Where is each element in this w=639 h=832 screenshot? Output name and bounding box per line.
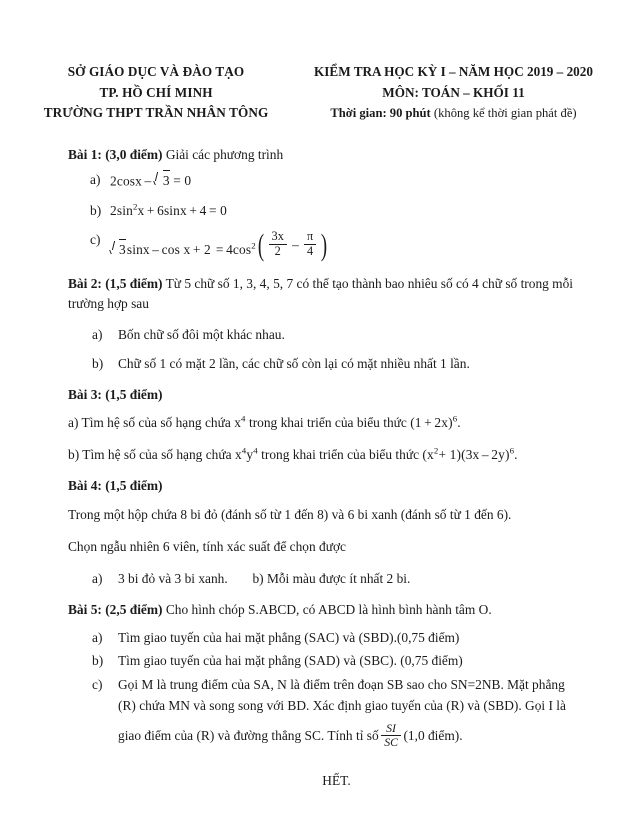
problem-2a-text: Bốn chữ số đôi một khác nhau. bbox=[118, 326, 285, 342]
problem-5c-body bbox=[118, 675, 605, 750]
problem-2b-label: b) bbox=[92, 356, 104, 372]
eq1c-radical bbox=[110, 239, 127, 260]
p3b-e1-exp: 2 bbox=[433, 445, 439, 456]
exam-info-block bbox=[290, 62, 617, 124]
eq1b-sin: sin bbox=[116, 202, 133, 218]
problem-3b-variables bbox=[235, 447, 258, 462]
problem-5-title: Bài 5: (2,5 điểm) bbox=[68, 601, 163, 617]
problem-1c-equation bbox=[110, 227, 605, 262]
exam-body bbox=[0, 148, 639, 788]
eq1a-cos: cosx bbox=[116, 173, 143, 189]
eq1c-frac1-den: 2 bbox=[269, 244, 288, 259]
eq1c-frac-minus: – bbox=[292, 236, 299, 252]
problem-4-line-2: Chọn ngẫu nhiên 6 viên, tính xác suất để chọn được bbox=[68, 538, 346, 554]
problem-5-prompt: Cho hình chóp S.ABCD, có ABCD là hình bình hành tâm O. bbox=[165, 601, 492, 617]
duration-note: (không kể thời gian phát đề) bbox=[433, 106, 577, 120]
problem-1b-equation bbox=[110, 201, 605, 220]
problem-1-heading bbox=[68, 148, 605, 161]
problem-3b-label: b) bbox=[68, 447, 80, 463]
problem-4-heading bbox=[68, 479, 605, 492]
eq1c-coef: 4 bbox=[226, 242, 233, 258]
eq1b-plus2: + bbox=[189, 202, 198, 218]
p3b-var1: x bbox=[234, 447, 242, 463]
eq1c-equals: = bbox=[215, 242, 224, 258]
eq1c-paren-group bbox=[256, 227, 329, 262]
eq1c-cosx: cos x bbox=[161, 242, 191, 258]
exam-title-line: KIỂM TRA HỌC KỲ I – NĂM HỌC 2019 – 2020 bbox=[314, 64, 593, 79]
end-marker: HẾT. bbox=[322, 773, 351, 789]
p3a-var-exp: 4 bbox=[241, 413, 246, 424]
problem-1a bbox=[68, 170, 605, 191]
p3a-dot: . bbox=[457, 415, 461, 431]
duration-line bbox=[290, 103, 617, 124]
problem-2b bbox=[68, 354, 605, 373]
problem-4-options bbox=[68, 569, 605, 588]
problem-3-heading bbox=[68, 388, 605, 401]
problem-1-prompt: Giải các phương trình bbox=[165, 146, 284, 162]
problem-4-line-1: Trong một hộp chứa 8 bi đỏ (đánh số từ 1 đến 8) và 6 bi xanh (đánh số từ 1 đến 6). bbox=[68, 506, 512, 522]
problem-5c-line-2: (R) chứa MN và song song với BD. Xác định giao tuyến của (R) và (SBD). Gọi I là bbox=[118, 698, 566, 714]
eq1b-coef2: 6 bbox=[157, 202, 164, 218]
problem-3a-label: a) bbox=[68, 415, 79, 431]
eq1b-coef1: 2 bbox=[110, 202, 117, 218]
problem-5b-text: Tìm giao tuyến của hai mặt phẳng (SAD) và (SBC). (0,75 điểm) bbox=[118, 653, 463, 669]
p3b-e1: (x bbox=[422, 447, 434, 463]
problem-5c-line3-post: (1,0 điểm). bbox=[403, 727, 463, 743]
problem-2-heading bbox=[68, 274, 605, 314]
subject-line: MÔN: TOÁN – KHỐI 11 bbox=[382, 84, 525, 100]
p3b-dot: . bbox=[514, 447, 518, 463]
p3b-e2: + 1)(3x bbox=[438, 447, 480, 463]
problem-5 bbox=[68, 603, 605, 751]
problem-1b bbox=[68, 201, 605, 220]
problem-4b-text: Mỗi màu được ít nhất 2 bi. bbox=[266, 571, 411, 587]
p3a-term: 2x) bbox=[434, 415, 453, 431]
ratio-denominator: SC bbox=[381, 735, 401, 749]
eq1c-fraction-1 bbox=[269, 230, 288, 259]
problem-5c-label: c) bbox=[92, 676, 103, 692]
problem-5a bbox=[68, 628, 605, 647]
p3a-var: x bbox=[234, 415, 242, 431]
eq1c-plus: + 2 bbox=[192, 242, 211, 258]
problem-2 bbox=[68, 274, 605, 374]
problem-4-option-row bbox=[118, 569, 605, 588]
p3b-minus: – bbox=[481, 447, 489, 463]
problem-5c-line-1: Gọi M là trung điểm của SA, N là điểm trên đoạn SB sao cho SN=2NB. Mặt phẳng bbox=[118, 676, 565, 692]
eq1a-rhs: = 0 bbox=[173, 173, 192, 189]
document-header bbox=[0, 0, 639, 124]
eq1b-var: x bbox=[137, 202, 145, 218]
eq1b-const: 4 bbox=[199, 202, 207, 218]
problem-3 bbox=[68, 388, 605, 466]
eq1c-exponent: 2 bbox=[251, 240, 256, 251]
eq1a-radical bbox=[154, 170, 171, 191]
right-paren-icon: ) bbox=[320, 227, 328, 262]
problem-1-title: Bài 1: (3,0 điểm) bbox=[68, 146, 163, 162]
problem-5c-line3-pre: giao điểm của (R) và đường thẳng SC. Tính tỉ số bbox=[118, 727, 379, 743]
problem-3-title: Bài 3: (1,5 điểm) bbox=[68, 386, 163, 402]
problem-3b-expression bbox=[422, 447, 517, 462]
eq1c-radicand: 3 bbox=[119, 239, 126, 260]
problem-2b-text: Chữ số 1 có mặt 2 lần, các chữ số còn lại có mặt nhiều nhất 1 lần. bbox=[118, 356, 470, 372]
problem-3a-variable bbox=[234, 415, 245, 430]
p3b-var2: y bbox=[246, 447, 254, 463]
eq1c-frac2-den: 4 bbox=[304, 244, 316, 259]
p3a-exp: 6 bbox=[452, 413, 458, 424]
problem-5c-line-3 bbox=[118, 723, 605, 750]
problem-1a-equation bbox=[110, 170, 605, 191]
city-line: TP. HỒ CHÍ MINH bbox=[99, 84, 213, 100]
problem-3b-pre: Tìm hệ số của số hạng chứa bbox=[82, 447, 232, 463]
problem-1b-label: b) bbox=[90, 202, 102, 218]
problem-2a bbox=[68, 325, 605, 344]
eq1b-rhs: = 0 bbox=[208, 202, 227, 218]
problem-5c bbox=[68, 675, 605, 750]
problem-1c-label: c) bbox=[90, 232, 101, 248]
eq1c-sinx: sinx bbox=[126, 242, 150, 258]
eq1c-frac1-num: 3x bbox=[271, 228, 285, 243]
problem-4b-label: b) bbox=[252, 571, 264, 587]
eq1c-fraction-2 bbox=[304, 230, 316, 259]
ratio-fraction bbox=[381, 722, 401, 749]
problem-5b bbox=[68, 651, 605, 670]
problem-1a-label: a) bbox=[90, 171, 101, 187]
eq1c-minus: – bbox=[152, 242, 160, 258]
problem-4 bbox=[68, 479, 605, 588]
department-line: SỞ GIÁO DỤC VÀ ĐÀO TẠO bbox=[67, 64, 245, 79]
problem-5b-label: b) bbox=[92, 653, 104, 669]
problem-4-title: Bài 4: (1,5 điểm) bbox=[68, 478, 163, 494]
problem-2a-label: a) bbox=[92, 326, 103, 342]
problem-1 bbox=[68, 148, 605, 260]
eq1c-frac2-num: π bbox=[306, 228, 314, 243]
eq1a-minus: – bbox=[144, 173, 152, 189]
problem-1c bbox=[68, 227, 605, 262]
p3a-plus: + bbox=[424, 415, 432, 431]
problem-5-heading bbox=[68, 603, 605, 616]
problem-5a-label: a) bbox=[92, 629, 103, 645]
p3b-exp: 6 bbox=[509, 445, 515, 456]
problem-3a bbox=[68, 413, 605, 433]
eq1b-sinx: sinx bbox=[163, 202, 187, 218]
problem-4a-text: 3 bi đỏ và 3 bi xanh. bbox=[118, 571, 228, 587]
duration-label: Thời gian: 90 phút bbox=[330, 106, 431, 120]
problem-4a-label: a) bbox=[92, 571, 103, 587]
p3b-var1-exp: 4 bbox=[241, 445, 247, 456]
p3b-e3: 2y) bbox=[491, 447, 510, 463]
problem-3a-mid: trong khai triển của biểu thức bbox=[248, 415, 407, 431]
problem-3a-expression bbox=[410, 415, 461, 430]
problem-5a-text: Tìm giao tuyến của hai mặt phẳng (SAC) và (SBD).(0,75 điểm) bbox=[118, 629, 460, 645]
left-paren-icon: ( bbox=[257, 227, 265, 262]
p3b-var2-exp: 4 bbox=[253, 445, 258, 456]
problem-2-prompt: Từ 5 chữ số 1, 3, 4, 5, 7 có thể tạo thành bao nhiêu số có 4 chữ số trong mỗi trường hợp sau bbox=[68, 275, 574, 311]
p3a-open: (1 bbox=[410, 415, 422, 431]
problem-3b bbox=[68, 445, 605, 465]
eq1c-cos: cos bbox=[232, 242, 252, 258]
school-block bbox=[22, 62, 290, 124]
problem-2-title: Bài 2: (1,5 điểm) bbox=[68, 275, 163, 291]
ratio-numerator: SI bbox=[386, 721, 396, 736]
problem-3b-mid: trong khai triển của biểu thức bbox=[261, 447, 420, 463]
eq1a-coef: 2 bbox=[110, 173, 117, 189]
school-line: TRƯỜNG THPT TRẦN NHÂN TÔNG bbox=[43, 105, 269, 120]
eq1b-plus1: + bbox=[146, 202, 155, 218]
problem-3a-pre: Tìm hệ số của số hạng chứa bbox=[81, 415, 231, 431]
eq1a-radicand: 3 bbox=[163, 170, 170, 191]
eq1b-exponent: 2 bbox=[132, 201, 138, 212]
